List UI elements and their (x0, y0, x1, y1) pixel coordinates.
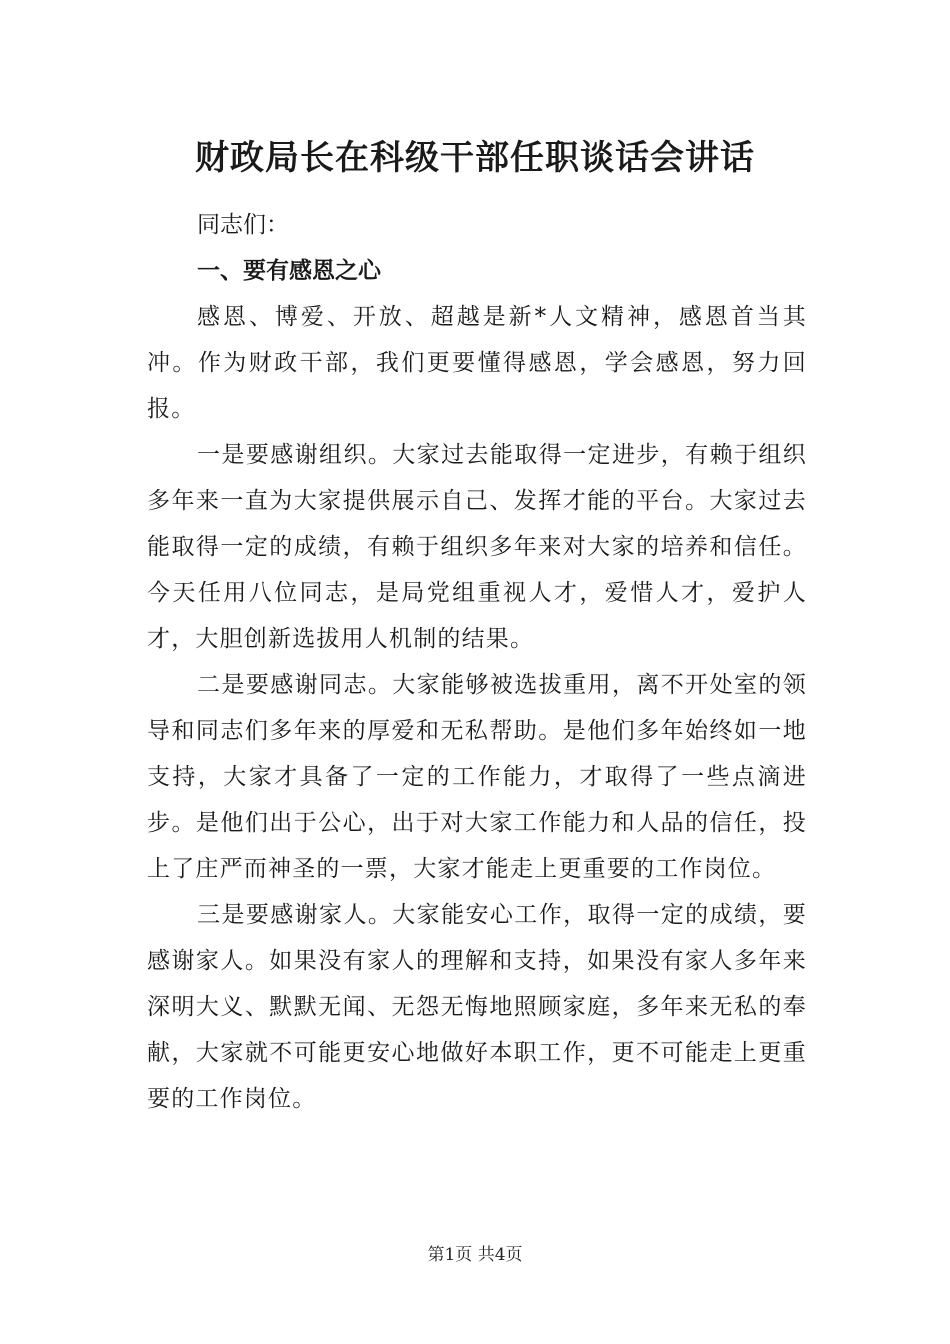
salutation: 同志们： (197, 212, 289, 238)
document-body (147, 202, 807, 1122)
section-heading: 一、要有感恩之心 (197, 258, 381, 284)
paragraph-1: 感恩、博爱、开放、超越是新*人文精神，感恩首当其冲。作为财政干部，我们更要懂得感恩，学会感恩，努力回报。 (147, 304, 807, 422)
paragraph-4: 三是要感谢家人。大家能安心工作，取得一定的成绩，要感谢家人。如果没有家人的理解和支持，如果没有家人多年来深明大义、默默无闻、无怨无悔地照顾家庭，多年来无私的奉献，大家就不可能更安心地做好本职工作，更不可能走上更重要的工作岗位。 (147, 902, 807, 1112)
page-footer: 第1页 共4页 (427, 1245, 523, 1265)
paragraph-3: 二是要感谢同志。大家能够被选拔重用，离不开处室的领导和同志们多年来的厚爱和无私帮助。是他们多年始终如一地支持，大家才具备了一定的工作能力，才取得了一些点滴进步。是他们出于公心，出于对大家工作能力和人品的信任，投上了庄严而神圣的一票，大家才能走上更重要的工作岗位。 (147, 672, 807, 882)
paragraph-2: 一是要感谢组织。大家过去能取得一定进步，有赖于组织多年来一直为大家提供展示自己、发挥才能的平台。大家过去能取得一定的成绩，有赖于组织多年来对大家的培养和信任。今天任用八位同志，是局党组重视人才，爱惜人才，爱护人才，大胆创新选拔用人机制的结果。 (147, 442, 807, 652)
page-title: 财政局长在科级干部任职谈话会讲话 (195, 138, 755, 178)
